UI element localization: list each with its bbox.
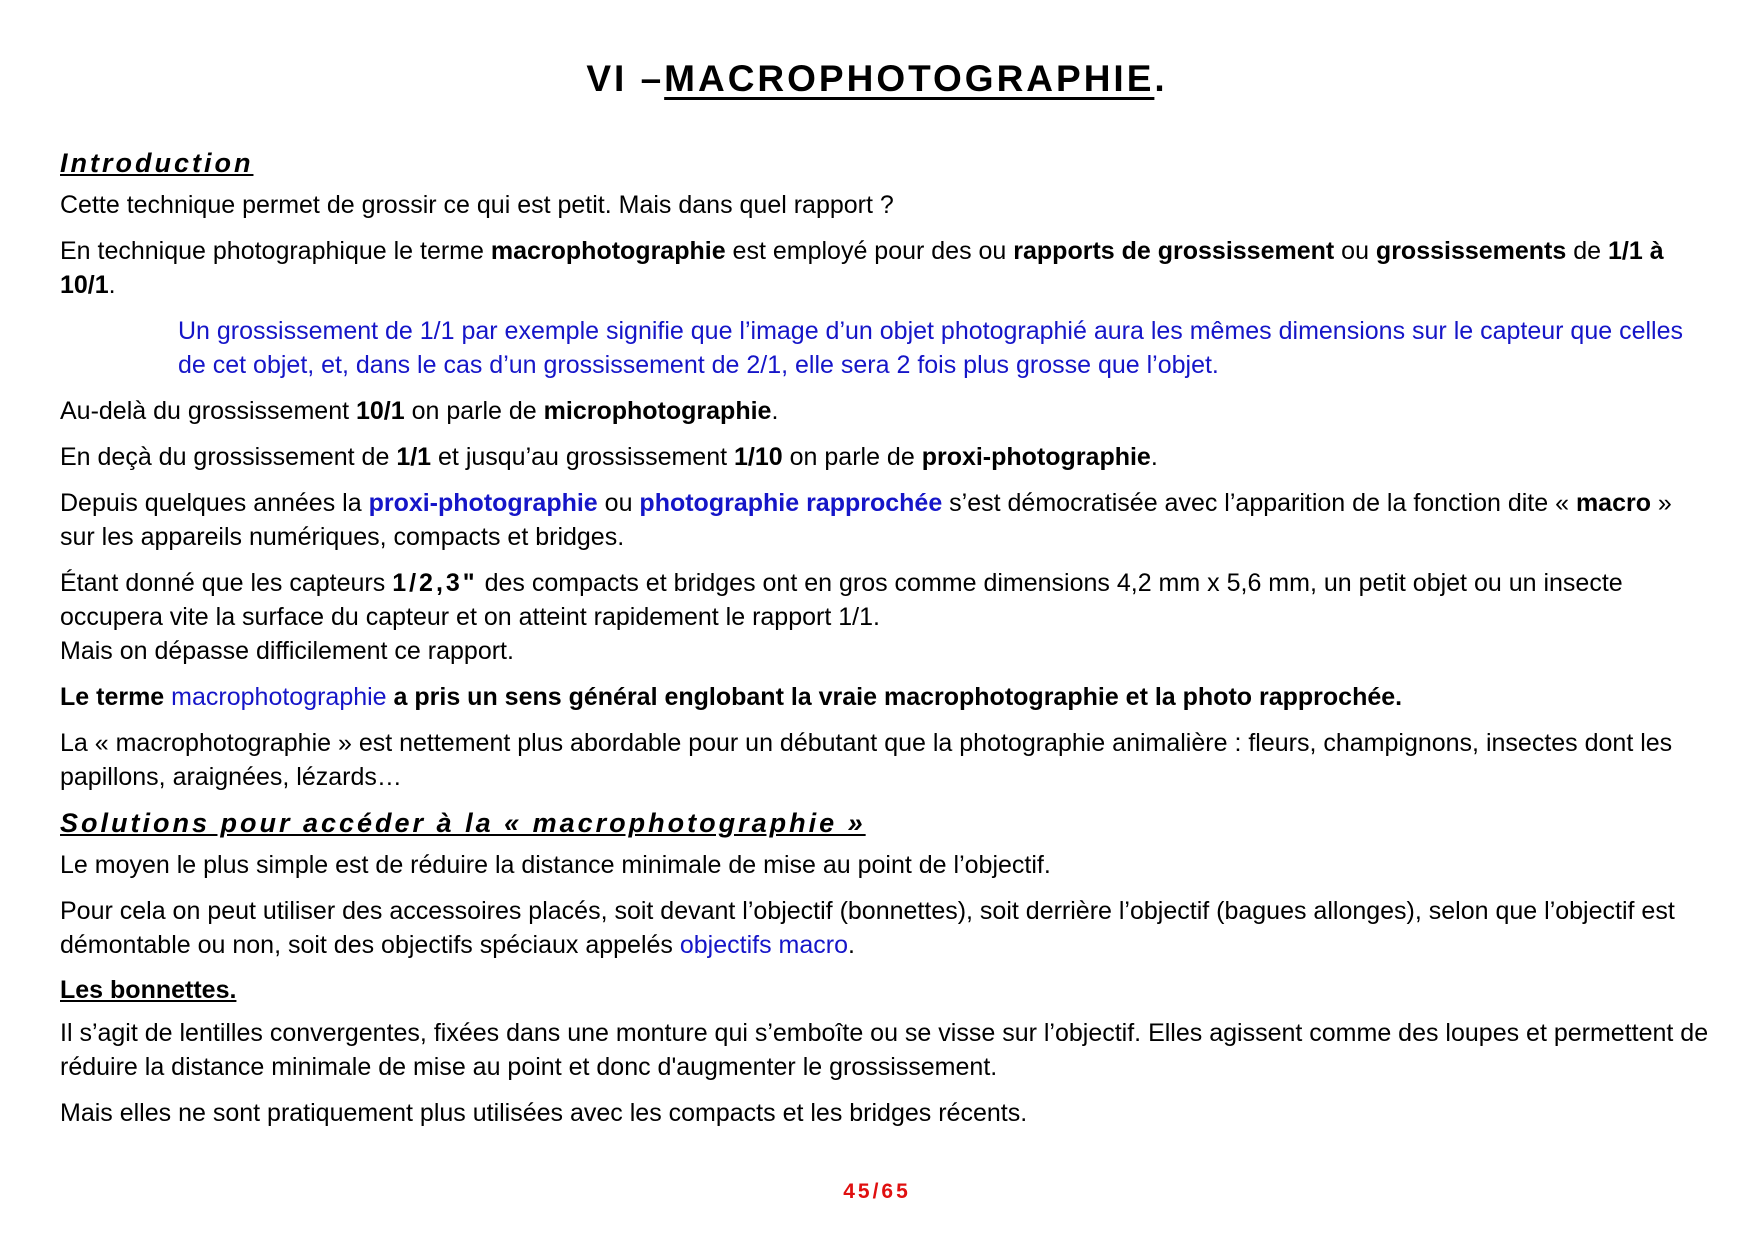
bold-term-ratio: 10/1 xyxy=(355,397,405,425)
intro-example-note: Un grossissement de 1/1 par exemple signifie que l’image d’un objet photographié aura les mêmes dimensions sur le capteur que celles de cet objet, et, dans le cas d’un grossissement de 2/1, elle sera 2 fois plus grosse que l’objet. xyxy=(178,317,1684,379)
highlight-proxi-photographie: proxi-photographie xyxy=(368,489,598,517)
text-run: . xyxy=(847,931,855,959)
text-run: En technique photographique le terme xyxy=(60,237,491,265)
page-title xyxy=(0,58,1754,100)
solutions-paragraph-1: Le moyen le plus simple est de réduire la distance minimale de mise au point de l’objectif. xyxy=(60,851,1051,879)
bold-term-microphotographie: microphotographie xyxy=(543,397,772,425)
bonnettes-paragraph-1: Il s’agit de lentilles convergentes, fixées dans une monture qui s’emboîte ou se visse sur l’objectif. Elles agissent comme des loupes et permettent de réduire la distance minimale de mise au point et donc d'augmenter le grossissement. xyxy=(60,1019,1709,1081)
title-prefix: VI – xyxy=(586,58,665,99)
highlight-macrophotographie: macrophotographie xyxy=(171,683,387,711)
sensor-size-term: 1/2,3" xyxy=(392,569,478,597)
text-run: . xyxy=(771,397,779,425)
page-number: 45/65 xyxy=(843,1180,911,1203)
intro-paragraph-10: La « macrophotographie » est nettement plus abordable pour un débutant que la photographie animalière : fleurs, champignons, insectes dont les papillons, araignées, lézards… xyxy=(60,729,1673,791)
text-run: est employé pour des ou xyxy=(725,237,1014,265)
text-run: on parle de xyxy=(782,443,922,471)
intro-paragraph-4 xyxy=(60,394,1710,428)
bold-term-ratio: 1/10 xyxy=(734,443,783,471)
bonnettes-heading: Les bonnettes. xyxy=(60,976,237,1004)
bold-term-ratio: 1/1 xyxy=(396,443,432,471)
intro-paragraph-1: Cette technique permet de grossir ce qui est petit. Mais dans quel rapport ? xyxy=(60,191,894,219)
title-suffix: . xyxy=(1154,58,1168,99)
text-run: on parle de xyxy=(404,397,544,425)
text-run: En deçà du grossissement de xyxy=(60,443,397,471)
text-run: . xyxy=(108,271,116,299)
text-run: ou xyxy=(1334,237,1376,265)
intro-paragraph-8: Mais on dépasse difficilement ce rapport. xyxy=(60,637,514,665)
text-run: . xyxy=(1150,443,1158,471)
solutions-heading: Solutions pour accéder à la « macrophotographie » xyxy=(60,808,866,838)
text-run: Depuis quelques années la xyxy=(60,489,369,517)
intro-paragraph-7 xyxy=(60,566,1710,634)
text-run: ou xyxy=(597,489,640,517)
bold-term-proxi-photographie: proxi-photographie xyxy=(921,443,1151,471)
text-run: Le terme xyxy=(60,683,172,711)
text-run: » sur les appareils numériques, compacts et bridges. xyxy=(60,489,1672,551)
text-run: et jusqu’au grossissement xyxy=(431,443,735,471)
intro-paragraph-9 xyxy=(60,680,1710,714)
bold-term-macrophotographie: macrophotographie xyxy=(490,237,726,265)
intro-paragraph-5 xyxy=(60,440,1710,474)
intro-paragraph-2 xyxy=(60,234,1710,302)
text-run: Pour cela on peut utiliser des accessoires placés, soit devant l’objectif (bonnettes), soit derrière l’objectif (bagues allonges), selon que l’objectif est démontable ou non, soit des objectifs spéciaux appelés xyxy=(60,897,1675,959)
highlight-objectifs-macro: objectifs macro xyxy=(679,931,848,959)
title-main: MACROPHOTOGRAPHIE xyxy=(664,58,1155,99)
document-body xyxy=(60,146,1710,1142)
bold-term-grossissements: grossissements xyxy=(1375,237,1567,265)
text-run: a pris un sens général englobant la vraie macrophotographie et la photo rapprochée. xyxy=(386,683,1403,711)
bold-term-rapports: rapports de grossissement xyxy=(1013,237,1335,265)
text-run: de xyxy=(1566,237,1608,265)
intro-paragraph-6 xyxy=(60,486,1710,554)
text-run: des compacts et bridges ont en gros comme dimensions 4,2 mm x 5,6 mm, un petit objet ou un insecte occupera vite la surface du capteur et on atteint rapidement le rapport 1/1. xyxy=(60,569,1623,631)
intro-heading: Introduction xyxy=(60,148,254,178)
bonnettes-paragraph-2: Mais elles ne sont pratiquement plus utilisées avec les compacts et les bridges récents. xyxy=(60,1099,1028,1127)
bold-term-ratio-range: 1/1 à 10/1 xyxy=(60,237,1664,299)
text-run: s’est démocratisée avec l’apparition de la fonction dite « xyxy=(942,489,1576,517)
text-run: Étant donné que les capteurs xyxy=(60,569,393,597)
text-run: Au-delà du grossissement xyxy=(60,397,356,425)
solutions-paragraph-2 xyxy=(60,894,1710,962)
highlight-photographie-rapprochee: photographie rapprochée xyxy=(639,489,943,517)
bold-term-macro: macro xyxy=(1575,489,1651,517)
